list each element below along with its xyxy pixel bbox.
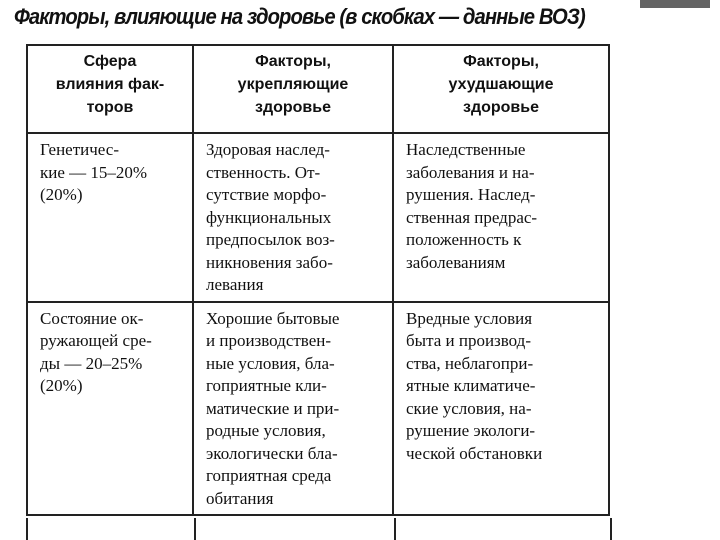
cell-line: заболевания и на- [406, 162, 535, 182]
header-line: Сфера [83, 53, 137, 70]
cell-line: экологически бла- [206, 443, 338, 463]
cell-line: Вредные условия [406, 308, 533, 328]
column-divider [194, 518, 196, 540]
cell-line: ружающей сре- [40, 331, 152, 350]
cell-sphere [27, 302, 193, 516]
header-sphere [27, 45, 193, 133]
cell-line: никновения забо- [206, 252, 333, 272]
header-line: здоровье [463, 99, 539, 116]
cell-line: ские условия, на- [406, 398, 532, 418]
cell-line: рушение экологи- [406, 421, 536, 440]
cell-line: функциональных [206, 207, 332, 227]
cell-line: гоприятные кли- [206, 376, 327, 395]
cell-line: и производствен- [206, 331, 332, 350]
table-row [27, 133, 609, 302]
header-worsening [393, 45, 609, 133]
cell-line: кие — 15–20% [40, 162, 148, 182]
cell-line: ды — 20–25% [40, 353, 143, 373]
header-line: здоровье [255, 99, 331, 116]
table-header-row [27, 45, 609, 133]
cell-line: Генетичес- [40, 140, 119, 159]
cell-line: ческой обстановки [406, 443, 543, 463]
cell-line: гоприятная среда [206, 466, 332, 485]
cell-line: рушения. Наслед- [406, 185, 536, 204]
page-title: Факторы, влияющие на здоровье (в скобках — данные ВОЗ) [14, 4, 585, 29]
column-divider [394, 518, 396, 540]
header-line: торов [86, 99, 134, 116]
cell-line: положенность к [406, 230, 522, 249]
cell-line: (20%) [40, 185, 83, 204]
cell-line: Состояние ок- [40, 308, 144, 328]
cell-line: предпосылок воз- [206, 230, 335, 249]
cell-line: ства, неблагопри- [406, 353, 534, 373]
cell-line: Хорошие бытовые [206, 308, 340, 328]
cell-line: заболеваниям [406, 252, 506, 272]
cell-line: левания [206, 275, 264, 294]
cell-line: ственность. От- [206, 162, 321, 182]
cell-line: сутствие морфо- [206, 185, 327, 204]
health-factors-table [26, 44, 610, 516]
cell-worsening [393, 302, 609, 516]
cell-line: ственная предрас- [406, 207, 538, 227]
cell-line: обитания [206, 488, 274, 508]
header-line: Факторы, [255, 53, 331, 70]
header-line: влияния фак- [55, 76, 165, 93]
cell-line: матические и при- [206, 398, 340, 418]
cell-strengthening [193, 133, 393, 302]
header-line: ухудшающие [448, 76, 554, 93]
table-continuation-edge [26, 518, 612, 540]
header-strengthening [193, 45, 393, 133]
cell-sphere [27, 133, 193, 302]
cell-line: Здоровая наслед- [206, 140, 330, 159]
header-line: Факторы, [463, 53, 539, 70]
cell-worsening [393, 133, 609, 302]
cell-line: ятные климатиче- [406, 376, 536, 395]
cell-line: (20%) [40, 376, 83, 395]
cell-strengthening [193, 302, 393, 516]
cell-line: Наследственные [406, 140, 526, 159]
table-row [27, 302, 609, 516]
cell-line: ные условия, бла- [206, 353, 335, 373]
cell-line: родные условия, [206, 421, 326, 440]
cell-line: быта и производ- [406, 331, 531, 350]
header-line: укрепляющие [237, 76, 349, 93]
